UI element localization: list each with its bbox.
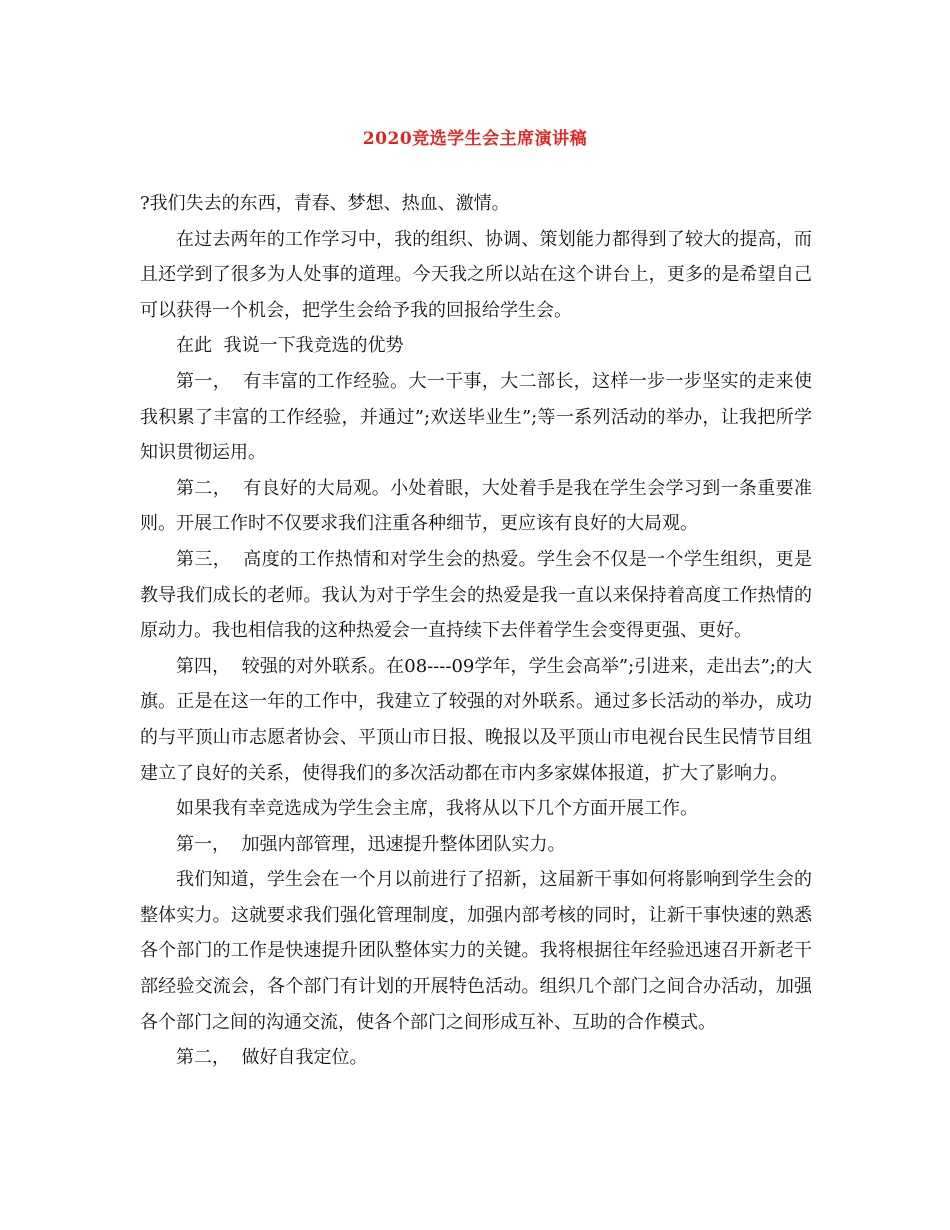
paragraph-plan-1: 第一， 加强内部管理，迅速提升整体团队实力。 [176, 833, 566, 855]
paragraph-experience: 在过去两年的工作学习中，我的组织、协调、策划能力都得到了较大的提高，而且还学到了很多为人处事的道理。今天我之所以站在这个讲台上，更多的是希望自己可以获得一个机会，把学生会给予我的回报给学生会。 [140, 228, 812, 321]
paragraph-advantage-2: 第二， 有良好的大局观。小处着眼，大处着手是我在学生会学习到一条重要准则。开展工作时不仅要求我们注重各种细节，更应该有良好的大局观。 [140, 477, 812, 535]
document-title: 2020竞选学生会主席演讲稿 [362, 129, 588, 149]
paragraph-intro: ?我们失去的东西，青春、梦想、热血、激情。 [140, 193, 510, 214]
paragraph-plan-2: 第二， 做好自我定位。 [176, 1047, 368, 1069]
paragraph-plan-heading: 如果我有幸竞选成为学生会主席，我将从以下几个方面开展工作。 [176, 798, 698, 820]
paragraph-advantage-4: 第四， 较强的对外联系。在08----09学年，学生会高举”;引进来，走出去”;的大旗。正是在这一年的工作中，我建立了较强的对外联系。通过多长活动的举办，成功的与平顶山市志愿者协会、平顶山市日报、晚报以及平顶山市电视台民生民情节目组建立了良好的关系，使得我们的多次活动都在市内多家媒体报道，扩大了影响力。 [140, 655, 812, 784]
paragraph-plan-1-detail: 我们知道，学生会在一个月以前进行了招新，这届新干事如何将影响到学生会的整体实力。这就要求我们强化管理制度，加强内部考核的同时，让新干事快速的熟悉各个部门的工作是快速提升团队整体实力的关键。我将根据往年经验迅速召开新老干部经验交流会，各个部门有计划的开展特色活动。组织几个部门之间合办活动，加强各个部门之间的沟通交流，使各个部门之间形成互补、互助的合作模式。 [140, 869, 812, 1033]
paragraph-advantage-3: 第三， 高度的工作热情和对学生会的热爱。学生会不仅是一个学生组织，更是教导我们成长的老师。我认为对于学生会的热爱是我一直以来保持着高度工作热情的原动力。我也相信我的这种热爱会一直持续下去伴着学生会变得更强、更好。 [140, 548, 812, 642]
paragraph-advantage-1: 第一， 有丰富的工作经验。大一干事，大二部长，这样一步一步坚实的走来使我积累了丰富的工作经验，并通过”;欢送毕业生”;等一系列活动的举办，让我把所学知识贯彻运用。 [140, 370, 812, 464]
document-body [140, 186, 812, 1076]
paragraph-advantages-heading: 在此 我说一下我竞选的优势 [176, 335, 404, 357]
